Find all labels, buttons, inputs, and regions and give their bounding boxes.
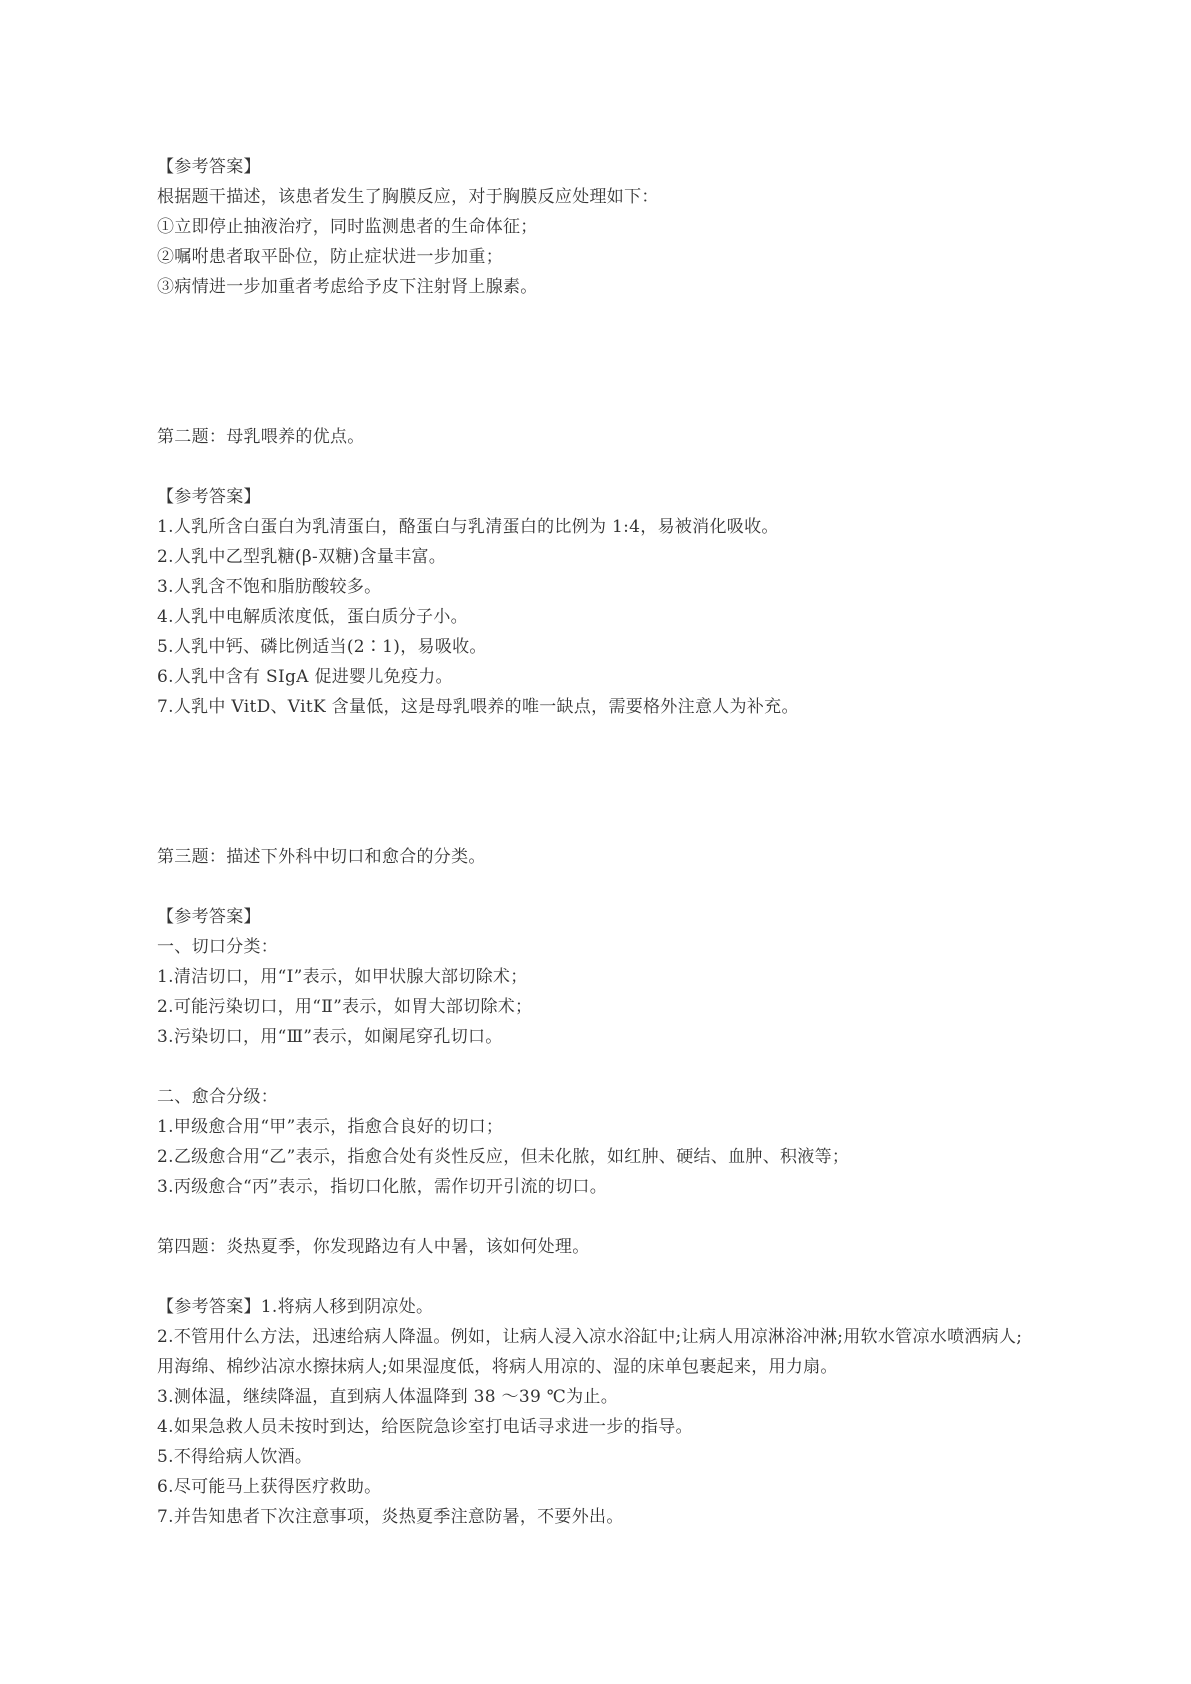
spacer <box>157 1202 1117 1232</box>
answer-line: 7.并告知患者下次注意事项，炎热夏季注意防暑，不要外出。 <box>157 1507 624 1527</box>
answer-line: 5.人乳中钙、磷比例适当(2∶1)，易吸收。 <box>157 637 487 657</box>
question-heading: 第三题：描述下外科中切口和愈合的分类。 <box>157 847 486 867</box>
answer-line: 3.测体温，继续降温，直到病人体温降到 38 ～39 ℃为止。 <box>157 1387 619 1407</box>
answer-line: ②嘱咐患者取平卧位，防止症状进一步加重； <box>157 247 503 267</box>
answer-line: 2.可能污染切口，用“Ⅱ”表示，如胃大部切除术； <box>157 997 533 1017</box>
answer-heading: 【参考答案】 <box>157 907 261 927</box>
answer-line: 1.清洁切口，用“Ⅰ”表示，如甲状腺大部切除术； <box>157 967 528 987</box>
answer-line: 3.人乳含不饱和脂肪酸较多。 <box>157 577 382 597</box>
question-heading: 第四题：炎热夏季，你发现路边有人中暑，该如何处理。 <box>157 1237 590 1257</box>
answer-line: 2.人乳中乙型乳糖(β-双糖)含量丰富。 <box>157 547 447 567</box>
subsection-title: 二、愈合分级： <box>157 1087 279 1107</box>
answer-line: 7.人乳中 VitD、VitK 含量低，这是母乳喂养的唯一缺点，需要格外注意人为补充。 <box>157 697 799 717</box>
answer-line: 【参考答案】1.将病人移到阴凉处。 <box>157 1297 434 1317</box>
spacer <box>157 302 1117 422</box>
answer-line: 5.不得给病人饮酒。 <box>157 1447 313 1467</box>
answer-line: 6.人乳中含有 SIgA 促进婴儿免疫力。 <box>157 667 453 687</box>
answer-line: 2.乙级愈合用“乙”表示，指愈合处有炎性反应，但未化脓，如红肿、硬结、血肿、积液等； <box>157 1147 850 1167</box>
document-page <box>157 152 1117 1532</box>
answer-line: 4.如果急救人员未按时到达，给医院急诊室打电话寻求进一步的指导。 <box>157 1417 693 1437</box>
answer-heading: 【参考答案】 <box>157 487 261 507</box>
answer-line: ③病情进一步加重者考虑给予皮下注射肾上腺素。 <box>157 277 538 297</box>
spacer <box>157 722 1117 842</box>
spacer <box>157 872 1117 902</box>
answer-line: 1.人乳所含白蛋白为乳清蛋白，酪蛋白与乳清蛋白的比例为 1:4，易被消化吸收。 <box>157 517 779 537</box>
spacer <box>157 1262 1117 1292</box>
answer-line: 3.污染切口，用“Ⅲ”表示，如阑尾穿孔切口。 <box>157 1027 503 1047</box>
answer-line: 2.不管用什么方法，迅速给病人降温。例如，让病人浸入凉水浴缸中;让病人用凉淋浴冲淋;用软水管凉水喷洒病人; <box>157 1327 1023 1347</box>
answer-line: 用海绵、棉纱沾凉水擦抹病人;如果湿度低，将病人用凉的、湿的床单包裹起来，用力扇。 <box>157 1357 838 1377</box>
spacer <box>157 452 1117 482</box>
answer-heading: 【参考答案】 <box>157 157 261 177</box>
answer-line: 根据题干描述，该患者发生了胸膜反应，对于胸膜反应处理如下： <box>157 187 659 207</box>
answer-line: 6.尽可能马上获得医疗救助。 <box>157 1477 382 1497</box>
answer-line: 4.人乳中电解质浓度低，蛋白质分子小。 <box>157 607 468 627</box>
answer-line: 1.甲级愈合用“甲”表示，指愈合良好的切口； <box>157 1117 504 1137</box>
answer-line: ①立即停止抽液治疗，同时监测患者的生命体征； <box>157 217 538 237</box>
spacer <box>157 1052 1117 1082</box>
answer-line: 3.丙级愈合“丙”表示，指切口化脓，需作切开引流的切口。 <box>157 1177 608 1197</box>
subsection-title: 一、切口分类： <box>157 937 279 957</box>
question-heading: 第二题：母乳喂养的优点。 <box>157 427 365 447</box>
